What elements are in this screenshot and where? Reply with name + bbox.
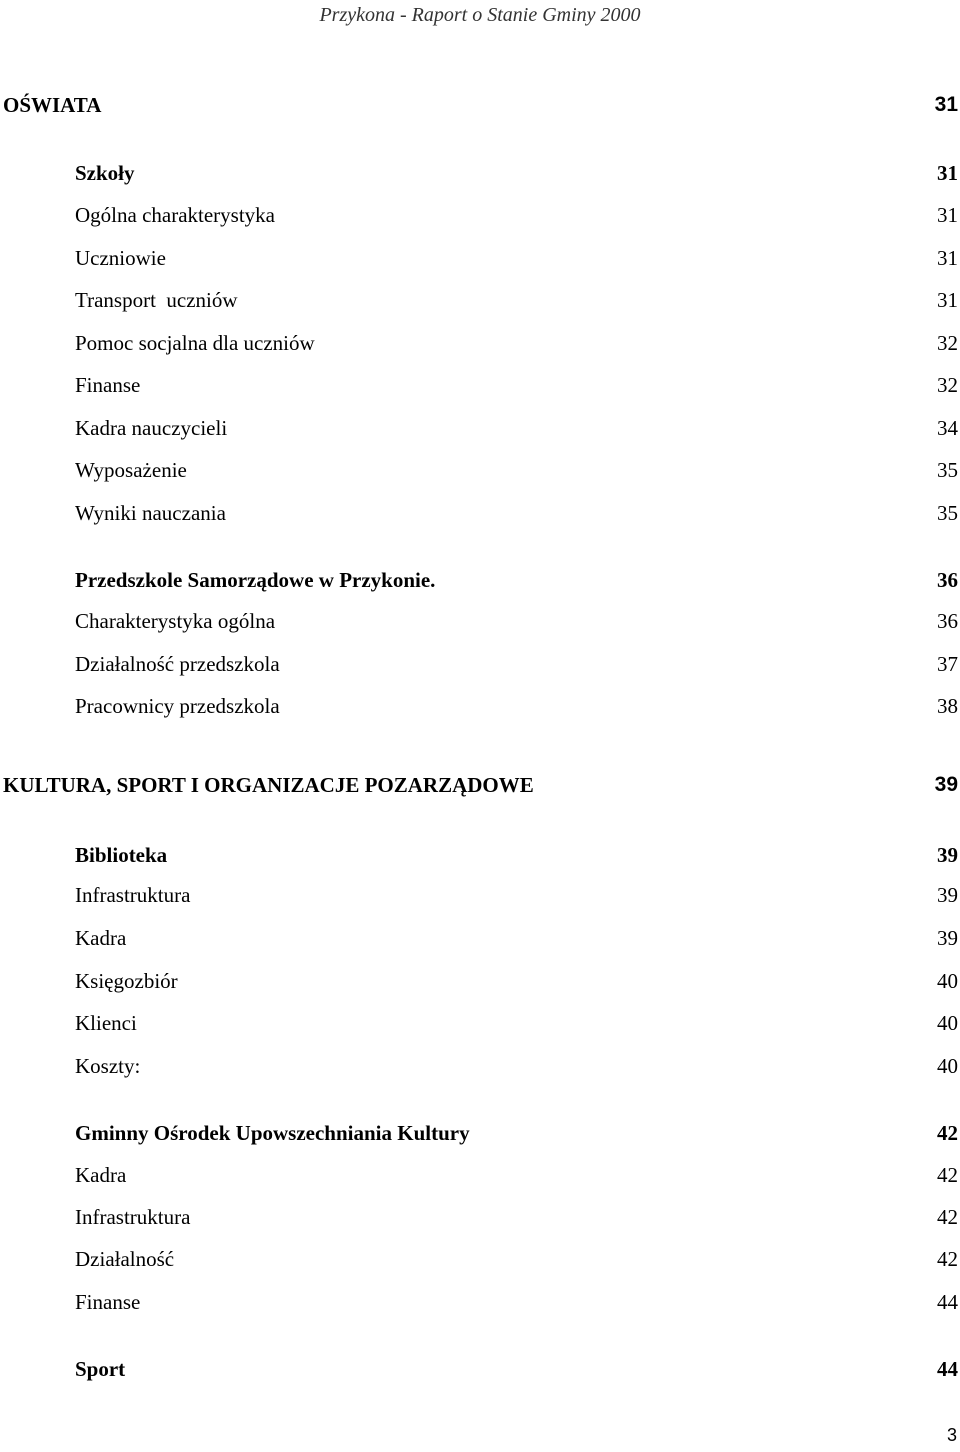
toc-item[interactable] xyxy=(0,1008,960,1038)
toc-item[interactable] xyxy=(0,455,960,485)
toc-item[interactable] xyxy=(0,691,960,721)
toc-label: Gminny Ośrodek Upowszechniania Kultury xyxy=(75,1121,470,1145)
toc-item[interactable] xyxy=(0,413,960,443)
toc-page-number: 40 xyxy=(937,1054,958,1078)
toc-item[interactable] xyxy=(0,200,960,230)
toc-label: Sport xyxy=(75,1357,126,1381)
toc-page-number: 40 xyxy=(937,969,958,993)
toc-page-number: 40 xyxy=(937,1011,958,1035)
toc-item[interactable] xyxy=(0,649,960,679)
toc-label: Infrastruktura xyxy=(75,883,191,907)
toc-subsection-sport[interactable] xyxy=(0,1354,960,1384)
toc-label: Charakterystyka ogólna xyxy=(75,609,276,633)
toc-page-number: 39 xyxy=(937,883,958,907)
toc-label: Transport uczniów xyxy=(75,288,238,312)
toc-page-number: 35 xyxy=(937,501,958,525)
toc-label: Działalność przedszkola xyxy=(75,652,280,676)
toc-label: Pracownicy przedszkola xyxy=(75,694,280,718)
toc-page-number: 36 xyxy=(937,609,958,633)
toc-page-number: 31 xyxy=(937,161,958,185)
toc-label: Finanse xyxy=(75,1290,141,1314)
toc-label: Działalność xyxy=(75,1247,175,1271)
toc-page-number: 32 xyxy=(937,373,958,397)
toc-page-number: 36 xyxy=(937,568,958,592)
toc-page-number: 42 xyxy=(937,1163,958,1187)
toc-subsection-biblioteka[interactable] xyxy=(0,840,960,870)
toc-section-kultura[interactable] xyxy=(0,770,960,800)
toc-item[interactable] xyxy=(0,1202,960,1232)
toc-item[interactable] xyxy=(0,1287,960,1317)
toc-page-number: 31 xyxy=(937,288,958,312)
toc-item[interactable] xyxy=(0,370,960,400)
toc-label: Biblioteka xyxy=(75,843,168,867)
toc-item[interactable] xyxy=(0,328,960,358)
toc-label: Klienci xyxy=(75,1011,137,1035)
toc-label: Finanse xyxy=(75,373,141,397)
toc-label: Przedszkole Samorządowe w Przykonie. xyxy=(75,568,436,592)
toc-item[interactable] xyxy=(0,966,960,996)
toc-label: Kadra nauczycieli xyxy=(75,416,228,440)
toc-page-number: 31 xyxy=(937,203,958,227)
toc-section-oswiata[interactable] xyxy=(0,90,960,120)
toc-item[interactable] xyxy=(0,243,960,273)
toc-page-number: 42 xyxy=(937,1247,958,1271)
toc-subsection-przedszkole[interactable] xyxy=(0,565,960,595)
toc-subsection-gminny-osrodek[interactable] xyxy=(0,1118,960,1148)
toc-page-number: 37 xyxy=(937,652,958,676)
toc-item[interactable] xyxy=(0,285,960,315)
toc-label: Infrastruktura xyxy=(75,1205,191,1229)
toc-label: Wyposażenie xyxy=(75,458,187,482)
toc-label: Kadra xyxy=(75,926,127,950)
toc-item[interactable] xyxy=(0,606,960,636)
toc-label: Pomoc socjalna dla uczniów xyxy=(75,331,315,355)
toc-page-number: 39 xyxy=(934,773,958,796)
toc-item[interactable] xyxy=(0,1160,960,1190)
toc-page-number: 44 xyxy=(937,1357,958,1381)
toc-item[interactable] xyxy=(0,1244,960,1274)
toc-page-number: 35 xyxy=(937,458,958,482)
toc-label: Ogólna charakterystyka xyxy=(75,203,276,227)
page-number: 3 xyxy=(946,1425,957,1445)
running-header: Przykona - Raport o Stanie Gminy 2000 xyxy=(319,4,641,26)
toc-item[interactable] xyxy=(0,880,960,910)
toc-page-number: 39 xyxy=(937,843,958,867)
toc-page-number: 31 xyxy=(937,246,958,270)
toc-label: Wyniki nauczania xyxy=(75,501,226,525)
toc-subsection-szkoly[interactable] xyxy=(0,158,960,188)
toc-label: KULTURA, SPORT I ORGANIZACJE POZARZĄDOWE xyxy=(3,773,534,797)
toc-label: Szkoły xyxy=(75,161,135,185)
toc-label: Uczniowie xyxy=(75,246,166,270)
toc-item[interactable] xyxy=(0,923,960,953)
toc-page-number: 42 xyxy=(937,1121,958,1145)
toc-page-number: 34 xyxy=(937,416,958,440)
toc-item[interactable] xyxy=(0,1051,960,1081)
toc-page-number: 39 xyxy=(937,926,958,950)
toc-page-number: 44 xyxy=(937,1290,958,1314)
toc-label: Koszty: xyxy=(75,1054,141,1078)
toc-label: OŚWIATA xyxy=(3,93,102,117)
toc-page-number: 42 xyxy=(937,1205,958,1229)
toc-page-number: 38 xyxy=(937,694,958,718)
toc-label: Księgozbiór xyxy=(75,969,178,993)
toc-page-number: 31 xyxy=(934,93,958,116)
toc-label: Kadra xyxy=(75,1163,127,1187)
toc-page-number: 32 xyxy=(937,331,958,355)
toc-item[interactable] xyxy=(0,498,960,528)
